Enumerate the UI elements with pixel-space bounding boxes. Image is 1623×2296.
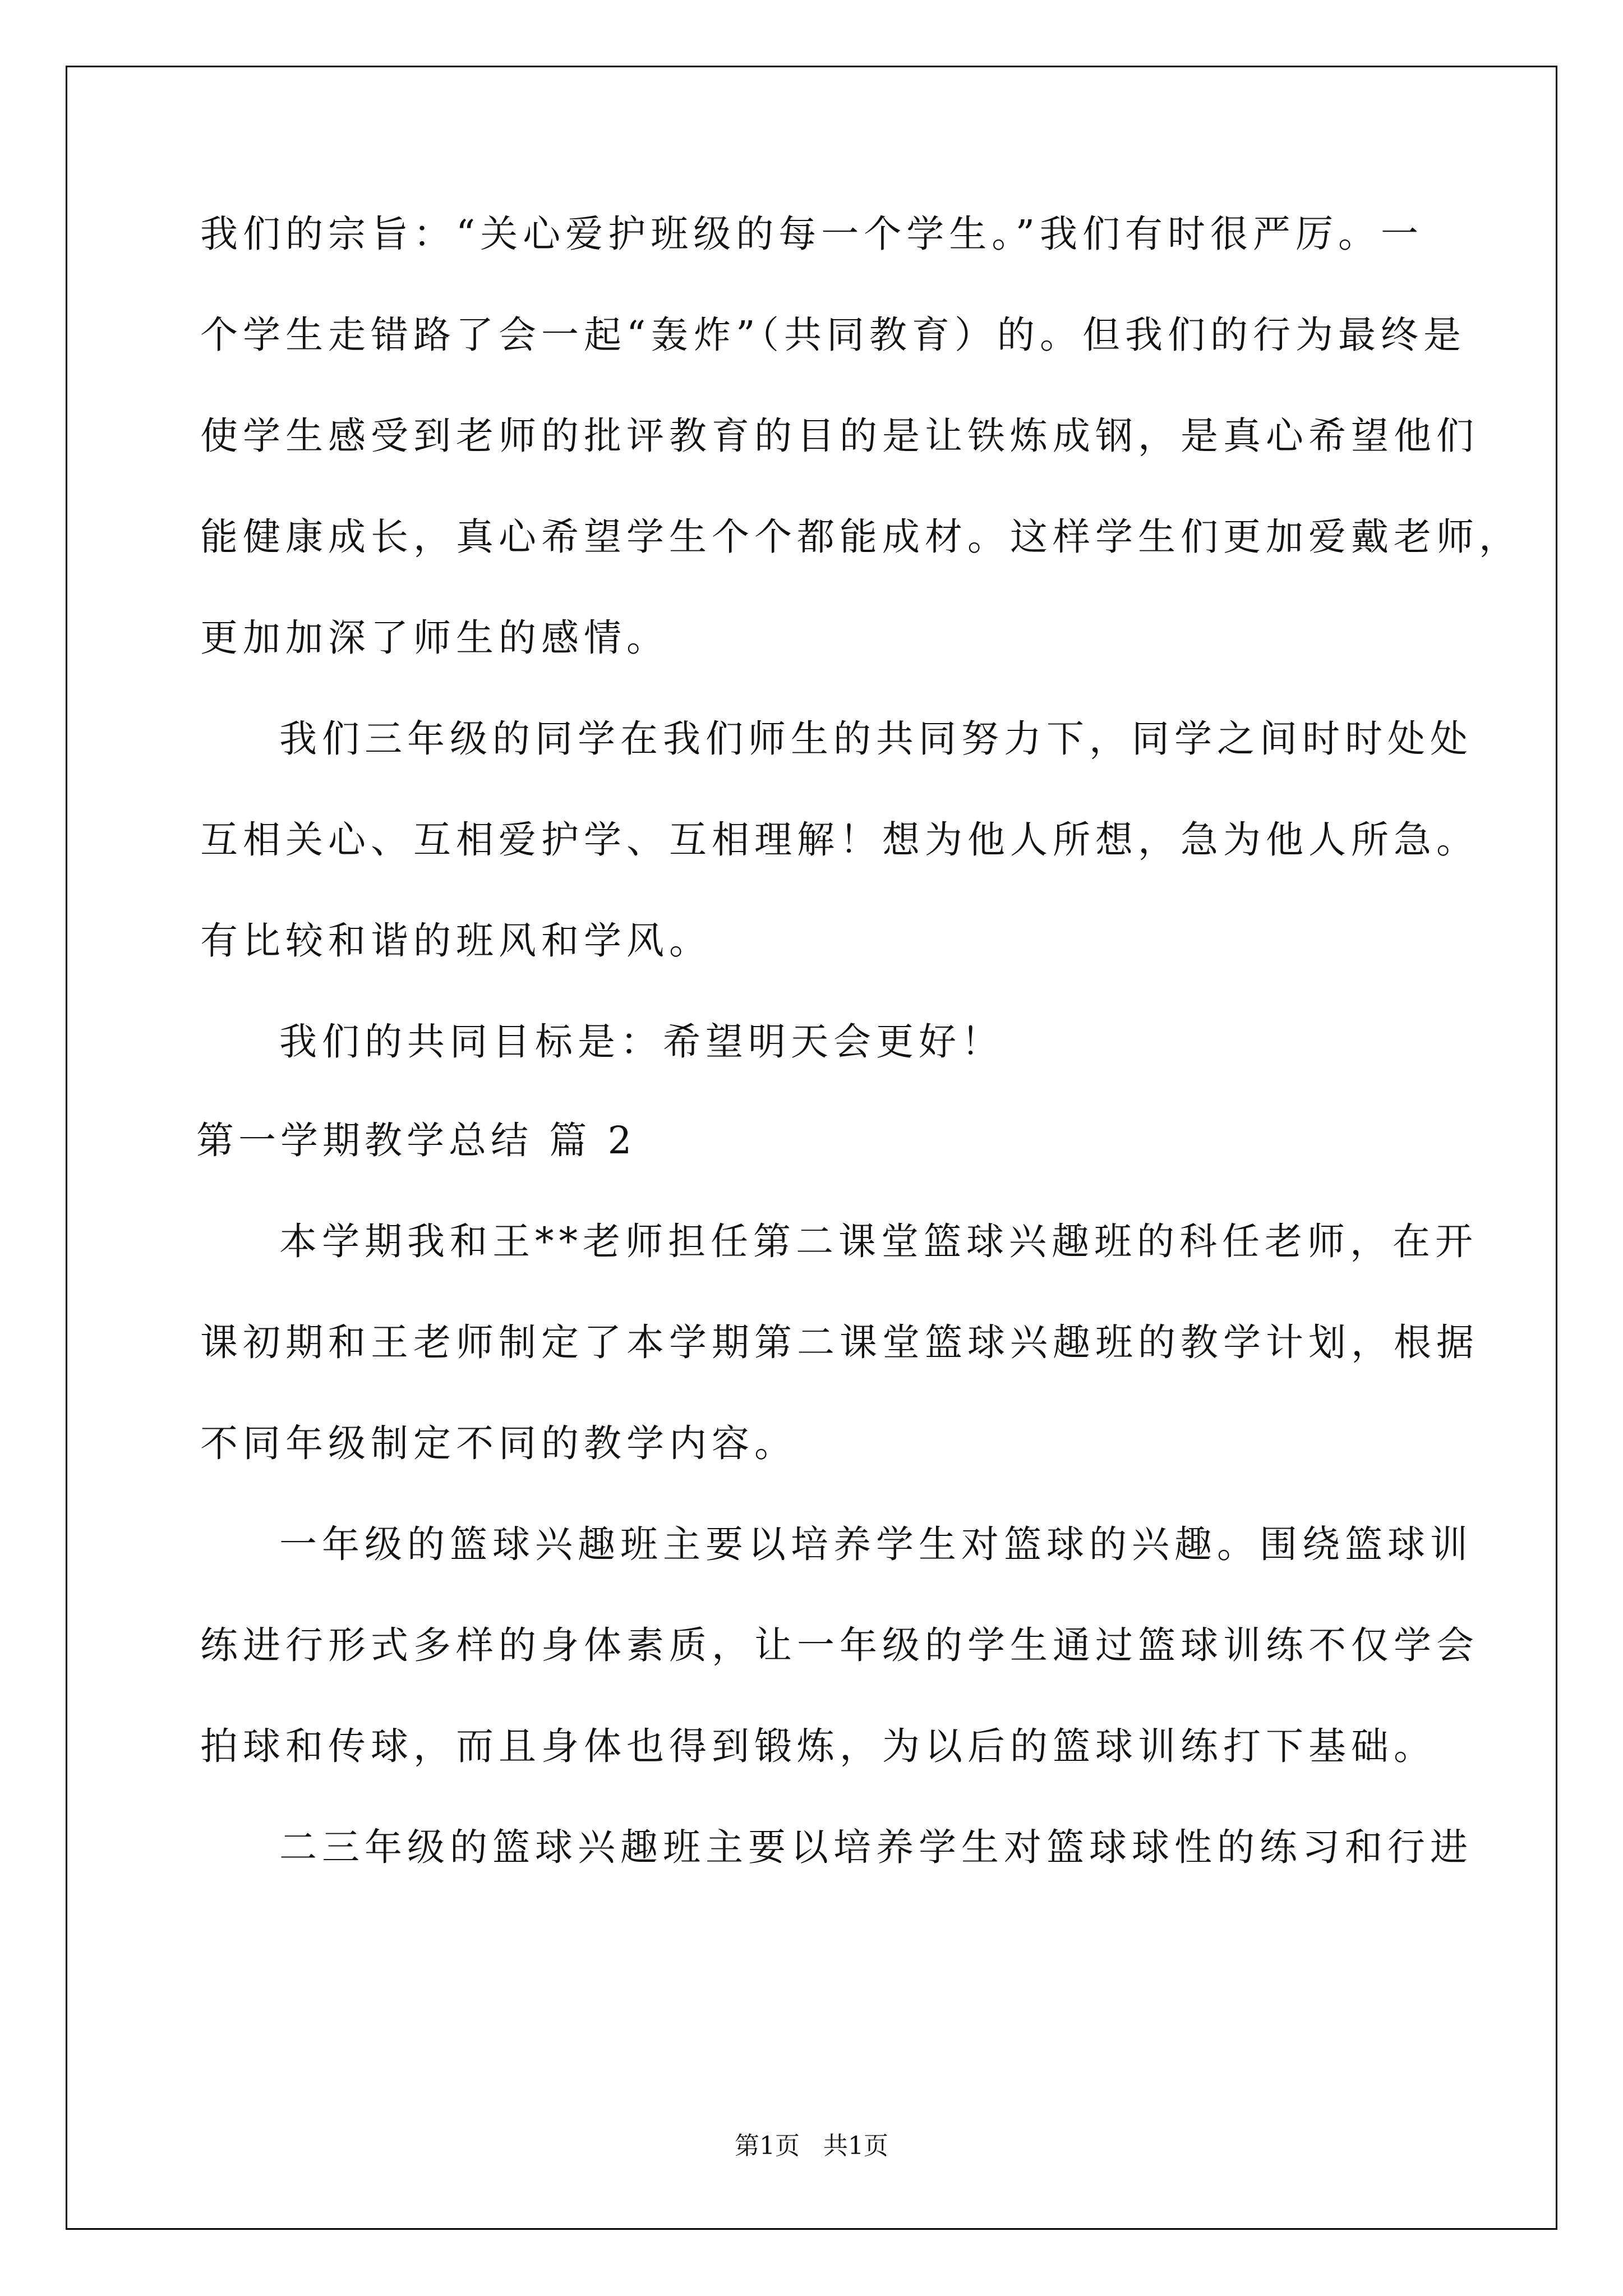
paragraph-6-line-1: 二三年级的篮球兴趣班主要以培养学生对篮球球性的练习和行进 — [279, 1825, 1473, 1869]
paragraph-1-line-4: 能健康成长，真心希望学生个个都能成材。这样学生们更加爱戴老师， — [200, 515, 1521, 559]
paragraph-5-line-1: 一年级的篮球兴趣班主要以培养学生对篮球的兴趣。围绕篮球训 — [279, 1522, 1473, 1566]
paragraph-1-line-1: 我们的宗旨：“关心爱护班级的每一个学生。”我们有时很严厉。一 — [200, 212, 1424, 256]
paragraph-2-line-1: 我们三年级的同学在我们师生的共同努力下，同学之间时时处处 — [279, 717, 1473, 761]
paragraph-1-line-5: 更加加深了师生的感情。 — [200, 616, 669, 660]
paragraph-1-line-2: 个学生走错路了会一起“轰炸”（共同教育）的。但我们的行为最终是 — [200, 313, 1467, 357]
paragraph-4-line-3: 不同年级制定不同的教学内容。 — [200, 1421, 797, 1465]
paragraph-4-line-2: 课初期和王老师制定了本学期第二课堂篮球兴趣班的教学计划，根据 — [200, 1320, 1479, 1364]
paragraph-4-line-1: 本学期我和王**老师担任第二课堂篮球兴趣班的科任老师，在开 — [279, 1220, 1478, 1263]
paragraph-5-line-3: 拍球和传球，而且身体也得到锻炼，为以后的篮球训练打下基础。 — [200, 1724, 1436, 1768]
paragraph-1-line-3: 使学生感受到老师的批评教育的目的是让铁炼成钢，是真心希望他们 — [200, 414, 1479, 458]
paragraph-5-line-2: 练进行形式多样的身体素质，让一年级的学生通过篮球训练不仅学会 — [200, 1623, 1479, 1667]
paragraph-2-line-3: 有比较和谐的班风和学风。 — [200, 919, 712, 963]
paragraph-2-line-2: 互相关心、互相爱护学、互相理解！想为他人所想，急为他人所急。 — [200, 818, 1479, 862]
paragraph-3-line-1: 我们的共同目标是：希望明天会更好！ — [279, 1020, 1004, 1064]
section-heading: 第一学期教学总结 篇 2 — [196, 1119, 637, 1162]
page-footer: 第1页 共1页 — [735, 2132, 888, 2160]
